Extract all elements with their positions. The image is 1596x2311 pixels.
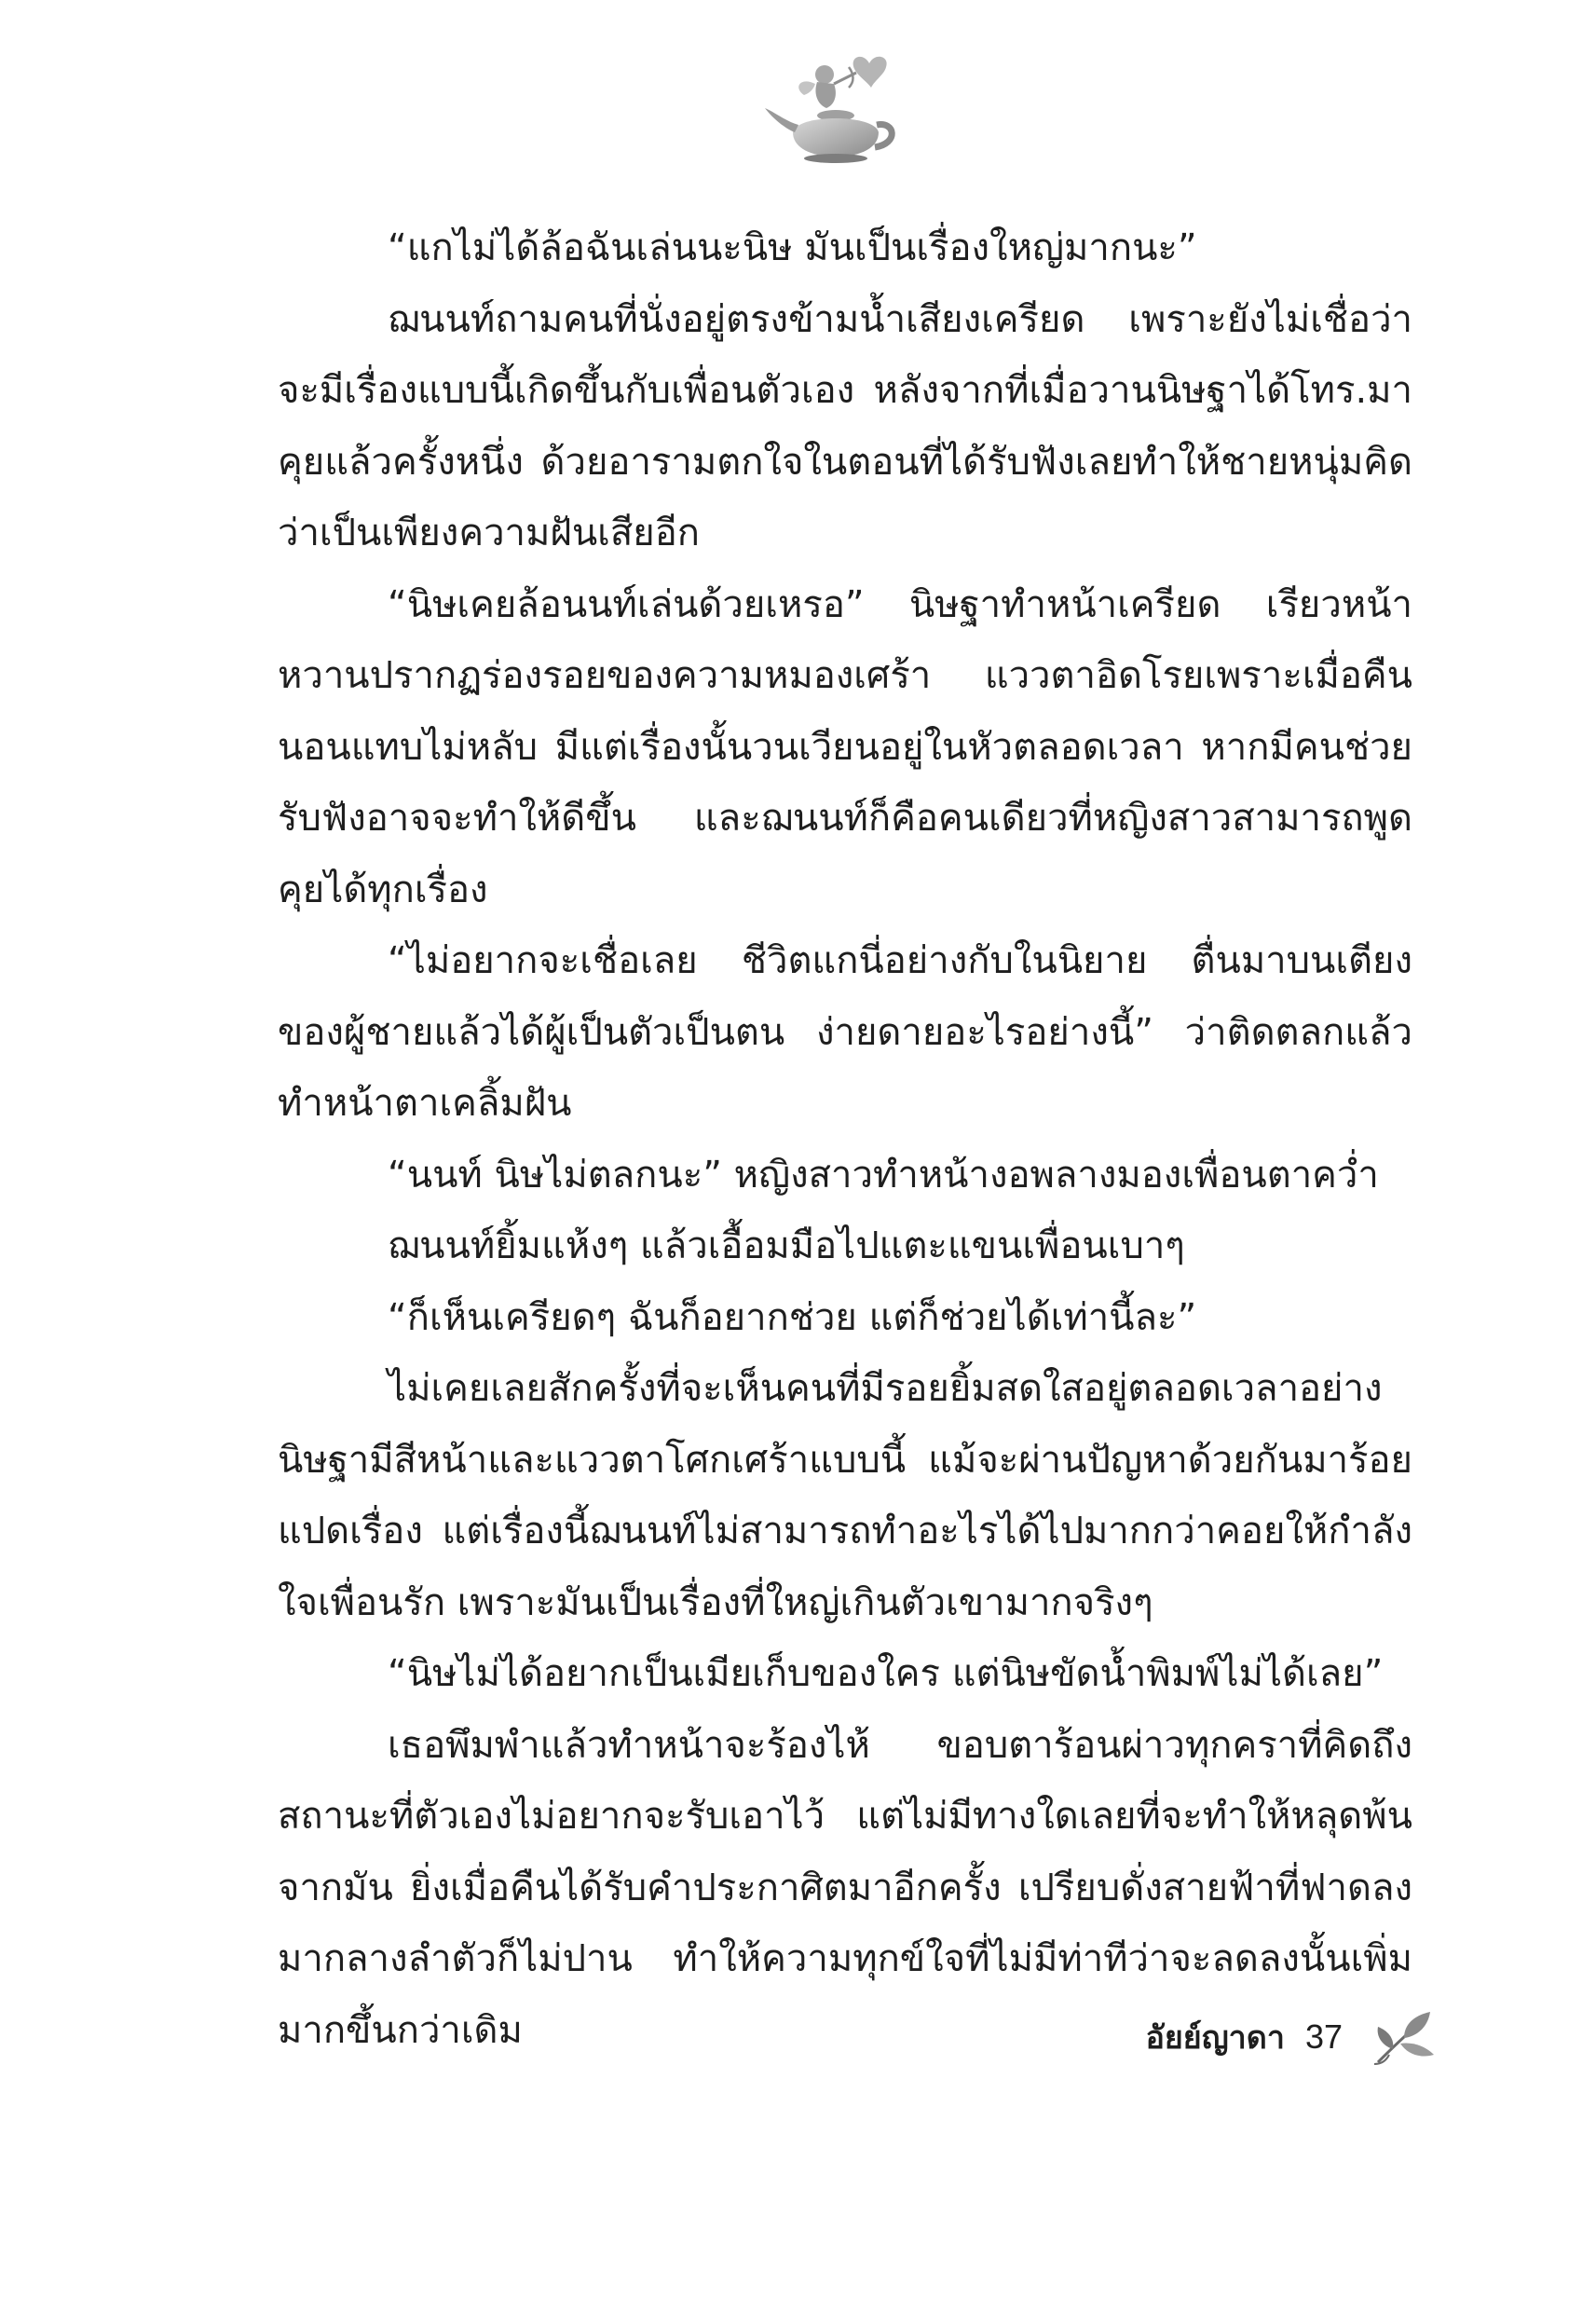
author-name: อัยย์ญาดา	[1145, 2019, 1285, 2057]
paragraph: “แกไม่ได้ล้อฉันเล่นนะนิษ มันเป็นเรื่องใหญ่มากนะ”	[388, 226, 1197, 269]
paragraph: “นนท์ นิษไม่ตลกนะ” หญิงสาวทำหน้างอพลางมองเพื่อนตาคว่ำ	[388, 1153, 1379, 1197]
paragraph: “ก็เห็นเครียดๆ ฉันก็อยากช่วย แต่ก็ช่วยได้เท่านี้ละ”	[388, 1295, 1197, 1339]
paragraph: ฌนนท์ยิ้มแห้งๆ แล้วเอื้อมมือไปแตะแขนเพื่อนเบาๆ	[388, 1224, 1185, 1267]
paragraph: “นิษเคยล้อนนท์เล่นด้วยเหรอ” นิษฐาทำหน้าเครียด เรียวหน้าหวานปรากฏร่องรอยของความหมองเศร้า แววตาอิดโรยเพราะเมื่อคืนนอนแทบไม่หลับ มีแต่เรื่องนั้นวนเวียนอยู่ในหัวตลอดเวลา หากมีคนช่วยรับฟังอาจจะทำให้ดีขึ้น และฌนนท์ก็คือคนเดียวที่หญิงสาวสามารถพูดคุยได้ทุกเรื่อง	[278, 582, 1412, 911]
paragraph: เธอพึมพำแล้วทำหน้าจะร้องไห้ ขอบตาร้อนผ่าวทุกคราที่คิดถึงสถานะที่ตัวเองไม่อยากจะรับเอาไว้ แต่ไม่มีทางใดเลยที่จะทำให้หลุดพ้นจากมัน ยิ่งเมื่อคืนได้รับคำประกาศิตมาอีกครั้ง เปรียบดั่งสายฟ้าที่ฟาดลงมากลางลำตัวก็ไม่ปาน ทำให้ความทุกข์ใจที่ไม่มีท่าทีว่าจะลดลงนั้นเพิ่มมากขึ้นกว่าเดิม	[278, 1723, 1412, 2052]
page-number: 37	[1304, 2017, 1343, 2056]
leaf-ornament-icon	[1372, 2008, 1438, 2066]
page-footer	[1145, 2008, 1438, 2066]
paragraph: “นิษไม่ได้อยากเป็นเมียเก็บของใคร แต่นิษขัดน้ำพิมพ์ไม่ได้เลย”	[388, 1652, 1384, 1695]
cupid-teapot-ornament-icon	[759, 47, 918, 168]
body-text	[278, 212, 1412, 2066]
paragraph: ฌนนท์ถามคนที่นั่งอยู่ตรงข้ามน้ำเสียงเครียด เพราะยังไม่เชื่อว่าจะมีเรื่องแบบนี้เกิดขึ้นกับเพื่อนตัวเอง หลังจากที่เมื่อวานนิษฐาได้โทร.มาคุยแล้วครั้งหนึ่ง ด้วยอารามตกใจในตอนที่ได้รับฟังเลยทำให้ชายหนุ่มคิดว่าเป็นเพียงความฝันเสียอีก	[278, 297, 1412, 554]
paragraph: ไม่เคยเลยสักครั้งที่จะเห็นคนที่มีรอยยิ้มสดใสอยู่ตลอดเวลาอย่างนิษฐามีสีหน้าและแววตาโศกเศร้าแบบนี้ แม้จะผ่านปัญหาด้วยกันมาร้อยแปดเรื่อง แต่เรื่องนี้ฌนนท์ไม่สามารถทำอะไรได้ไปมากกว่าคอยให้กำลังใจเพื่อนรัก เพราะมันเป็นเรื่องที่ใหญ่เกินตัวเขามากจริงๆ	[278, 1367, 1412, 1624]
paragraph: “ไม่อยากจะเชื่อเลย ชีวิตแกนี่อย่างกับในนิยาย ตื่นมาบนเตียงของผู้ชายแล้วได้ผู้เป็นตัวเป็นตน ง่ายดายอะไรอย่างนี้” ว่าติดตลกแล้วทำหน้าตาเคลิ้มฝัน	[278, 939, 1412, 1125]
